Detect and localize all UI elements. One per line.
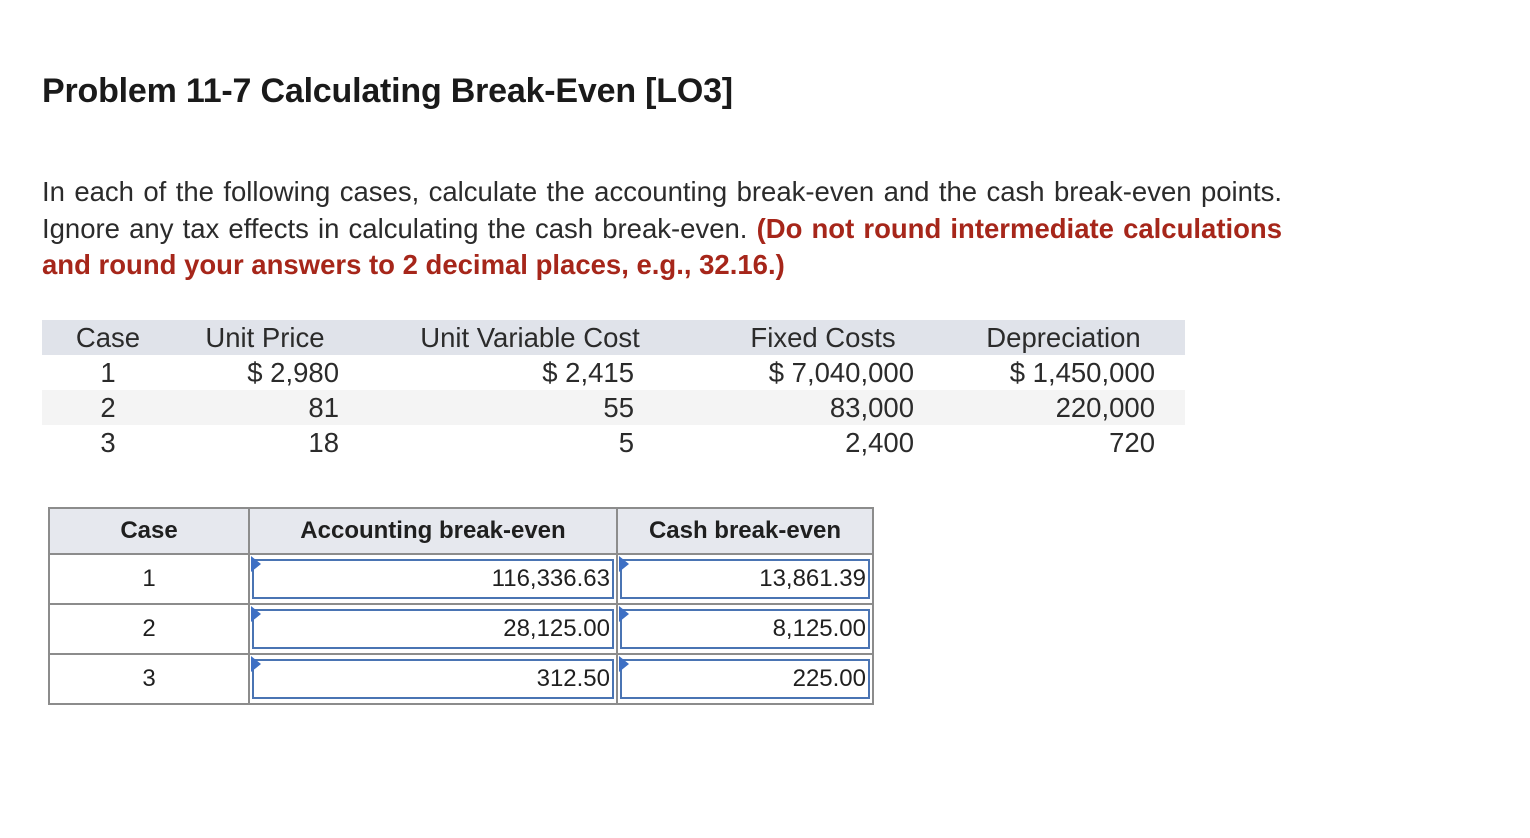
accounting-break-even-input[interactable] <box>252 609 614 649</box>
answer-cell-case: 1 <box>49 554 249 604</box>
accounting-break-even-cell <box>249 604 617 654</box>
accounting-break-even-input[interactable] <box>252 559 614 599</box>
flag-icon <box>251 656 261 672</box>
flag-icon <box>619 606 629 622</box>
data-cell-depreciation: $ 1,450,000 <box>1009 357 1155 388</box>
data-cell-unit-price: 18 <box>308 427 339 458</box>
cash-break-even-cell <box>617 654 873 704</box>
data-cell-unit-variable-cost: 55 <box>603 392 634 423</box>
cash-break-even-input[interactable] <box>620 559 870 599</box>
data-row <box>42 355 1185 390</box>
header-unit-variable-cost: Unit Variable Cost <box>420 322 640 353</box>
answer-header-case: Case <box>49 508 249 554</box>
problem-title: Problem 11-7 Calculating Break-Even [LO3] <box>42 72 733 110</box>
data-cell-unit-variable-cost: $ 2,415 <box>542 357 634 388</box>
data-cell-unit-price: 81 <box>308 392 339 423</box>
answer-value: 13,861.39 <box>759 565 866 592</box>
data-cell-unit-variable-cost: 5 <box>618 427 634 458</box>
answer-value: 28,125.00 <box>503 615 610 642</box>
data-cell-case: 3 <box>100 427 116 458</box>
data-cell-case: 1 <box>100 357 116 388</box>
problem-instructions <box>42 174 1282 284</box>
flag-icon <box>619 656 629 672</box>
answer-table <box>48 507 874 705</box>
data-row <box>42 425 1185 460</box>
header-unit-price: Unit Price <box>205 322 325 353</box>
flag-icon <box>251 606 261 622</box>
answer-value: 116,336.63 <box>491 565 610 592</box>
answer-value: 225.00 <box>792 665 866 692</box>
cash-break-even-input[interactable] <box>620 609 870 649</box>
data-cell-fixed-costs: 83,000 <box>829 392 914 423</box>
instructions-text: In each of the following cases, calculate the accounting break-even and the cash break-even points. Ignore any tax effects in calculating the cash break-even. <box>42 176 1282 244</box>
answer-cell-case: 2 <box>49 604 249 654</box>
header-fixed-costs: Fixed Costs <box>750 322 896 353</box>
data-cell-fixed-costs: 2,400 <box>845 427 914 458</box>
answer-value: 312.50 <box>536 665 610 692</box>
flag-icon <box>619 556 629 572</box>
cash-break-even-cell <box>617 554 873 604</box>
cash-break-even-input[interactable] <box>620 659 870 699</box>
answer-row <box>49 554 873 604</box>
data-cell-depreciation: 220,000 <box>1055 392 1155 423</box>
accounting-break-even-cell <box>249 654 617 704</box>
header-depreciation: Depreciation <box>986 322 1141 353</box>
cash-break-even-cell <box>617 604 873 654</box>
data-header-row <box>42 320 1185 355</box>
data-cell-depreciation: 720 <box>1109 427 1155 458</box>
answer-header-row <box>49 508 873 554</box>
rounding-instruction: (Do not round intermediate calculations and round your answers to 2 decimal places, e.g., 32.16.) <box>42 212 1283 280</box>
data-cell-case: 2 <box>100 392 116 423</box>
answer-header-cash-break-even: Cash break-even <box>617 508 873 554</box>
data-row <box>42 390 1185 425</box>
answer-row <box>49 654 873 704</box>
header-case: Case <box>75 322 141 353</box>
answer-value: 8,125.00 <box>772 615 866 642</box>
answer-cell-case: 3 <box>49 654 249 704</box>
data-cell-fixed-costs: $ 7,040,000 <box>768 357 914 388</box>
answer-header-accounting-break-even: Accounting break-even <box>249 508 617 554</box>
answer-row <box>49 604 873 654</box>
accounting-break-even-input[interactable] <box>252 659 614 699</box>
flag-icon <box>251 556 261 572</box>
data-cell-unit-price: $ 2,980 <box>247 357 339 388</box>
accounting-break-even-cell <box>249 554 617 604</box>
given-data-table <box>42 320 1185 460</box>
